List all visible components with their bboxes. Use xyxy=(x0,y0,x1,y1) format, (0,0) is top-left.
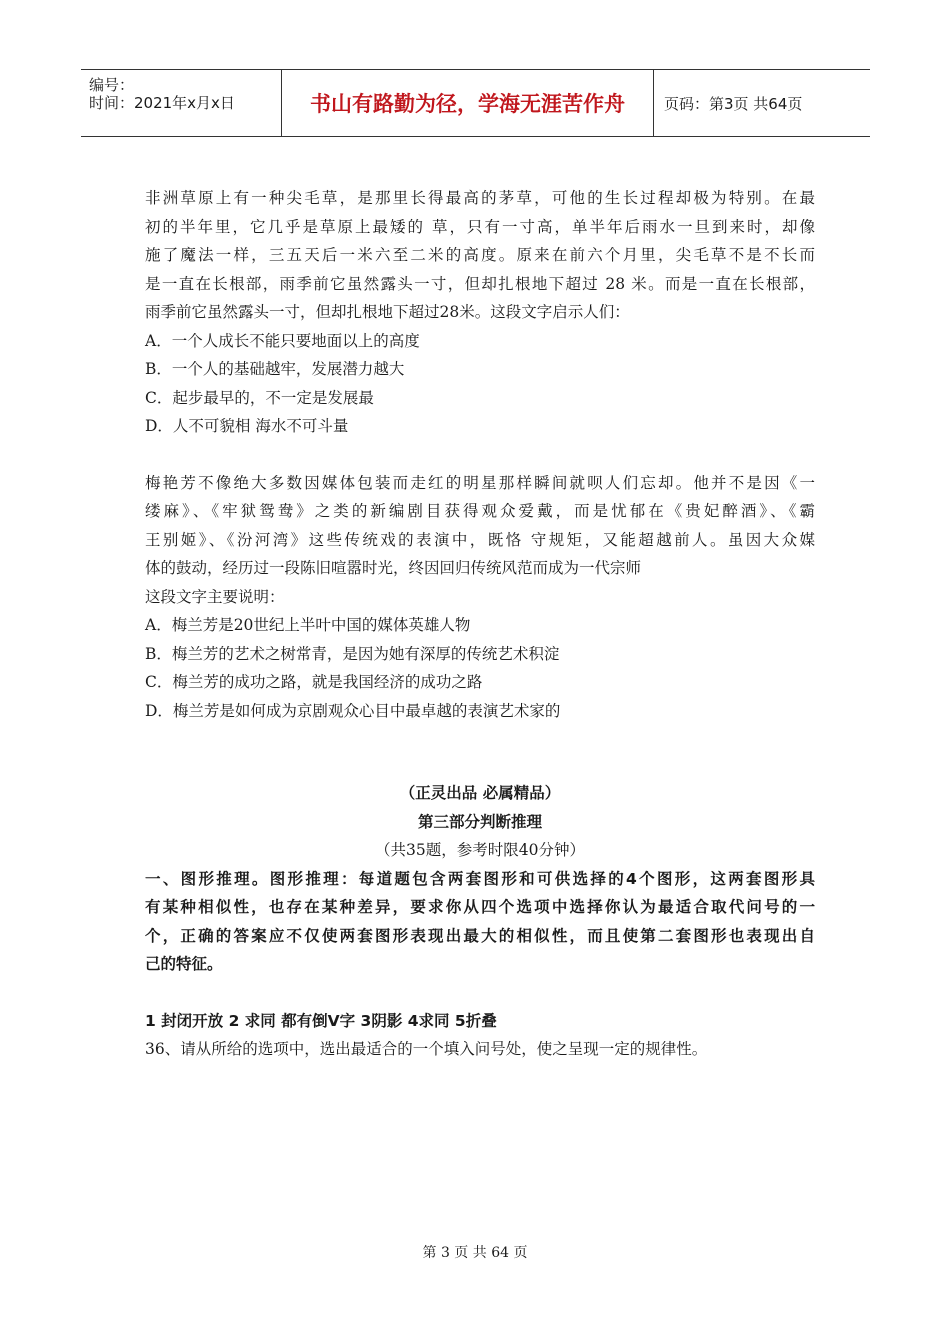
option-a: A．一个人成长不能只要地面以上的高度 xyxy=(145,331,420,350)
passage-1 xyxy=(145,184,815,441)
passage-line: 施了魔法一样，三五天后一米六至二米的高度。原来在前六个月里，尖毛草不是不长而 xyxy=(145,246,815,264)
answer-notes: 1 封闭开放 2 求同 都有倒V字 3阴影 4求同 5折叠 xyxy=(145,1011,497,1030)
passage-line: 梅艳芳不像绝大多数因媒体包装而走红的明星那样瞬间就呗人们忘却。他并不是因《一 xyxy=(145,473,815,492)
page-info-text: 页码：第3页 共64页 xyxy=(664,94,803,113)
passage-line: 初的半年里，它几乎是草原上最矮的 草，只有一寸高，单半年后雨水一旦到来时，却像 xyxy=(145,217,815,236)
passage-line: 缕麻》、《牢狱鸳鸯》之类的新编剧目获得观众爱戴，而是忧郁在《贵妃醉酒》、《霸 xyxy=(145,502,815,520)
option-b: B．梅兰芳的艺术之树常青，是因为她有深厚的传统艺术积淀 xyxy=(145,644,560,663)
option-c: C．起步最早的，不一定是发展最 xyxy=(145,388,374,407)
section-three xyxy=(145,779,815,1064)
option-a: A．梅兰芳是20世纪上半叶中国的媒体英雄人物 xyxy=(145,616,471,634)
option-d: D．人不可貌相 海水不可斗量 xyxy=(145,417,349,435)
option-d: D．梅兰芳是如何成为京剧观众心目中最卓越的表演艺术家的 xyxy=(145,701,561,720)
document-body xyxy=(145,184,815,1064)
instruction-line: 一、图形推理。图形推理：每道题包含两套图形和可供选择的4个图形，这两套图形具 xyxy=(145,869,815,888)
instruction-line: 己的特征。 xyxy=(145,955,223,973)
passage-line: 王别姬》、《汾河湾》这些传统戏的表演中，既恪 守规矩，又能超越前人。虽因大众媒 xyxy=(145,530,815,549)
date-label: 时间：2021年x月x日 xyxy=(89,94,235,112)
number-label: 编号： xyxy=(89,76,135,94)
header-page-info xyxy=(653,70,870,136)
section-subtitle: （共35题，参考时限40分钟） xyxy=(375,841,585,859)
option-c: C．梅兰芳的成功之路，就是我国经济的成功之路 xyxy=(145,673,483,691)
page-footer: 第 3 页 共 64 页 xyxy=(422,1245,528,1261)
page-header xyxy=(81,69,870,137)
passage-line: 是一直在长根部，雨季前它虽然露头一寸，但却扎根地下超过 28 米。而是一直在长根部， xyxy=(145,274,815,293)
passage-2 xyxy=(145,469,815,726)
passage-line: 体的鼓动，经历过一段陈旧喧嚣时光，终因回归传统风范而成为一代宗师 xyxy=(145,559,642,577)
section-brand: （正灵出品 必属精品） xyxy=(399,784,561,802)
instruction-line: 个，正确的答案应不仅使两套图形表现出最大的相似性，而且使第二套图形也表现出自 xyxy=(145,926,815,945)
passage-question: 这段文字主要说明： xyxy=(145,587,285,606)
question-36: 36、请从所给的选项中，选出最适合的一个填入问号处，使之呈现一定的规律性。 xyxy=(145,1040,708,1058)
passage-line: 非洲草原上有一种尖毛草，是那里长得最高的茅草，可他的生长过程却极为特别。在最 xyxy=(145,189,815,207)
header-motto: 书山有路勤为径，学海无涯苦作舟 xyxy=(281,70,654,136)
passage-line: 雨季前它虽然露头一寸，但却扎根地下超过28米。这段文字启示人们： xyxy=(145,303,630,321)
section-title: 第三部分判断推理 xyxy=(417,812,542,831)
header-meta xyxy=(81,70,281,136)
option-b: B．一个人的基础越牢，发展潜力越大 xyxy=(145,360,405,378)
instruction-line: 有某种相似性，也存在某种差异，要求你从四个选项中选择你认为最适合取代问号的一 xyxy=(145,898,815,916)
